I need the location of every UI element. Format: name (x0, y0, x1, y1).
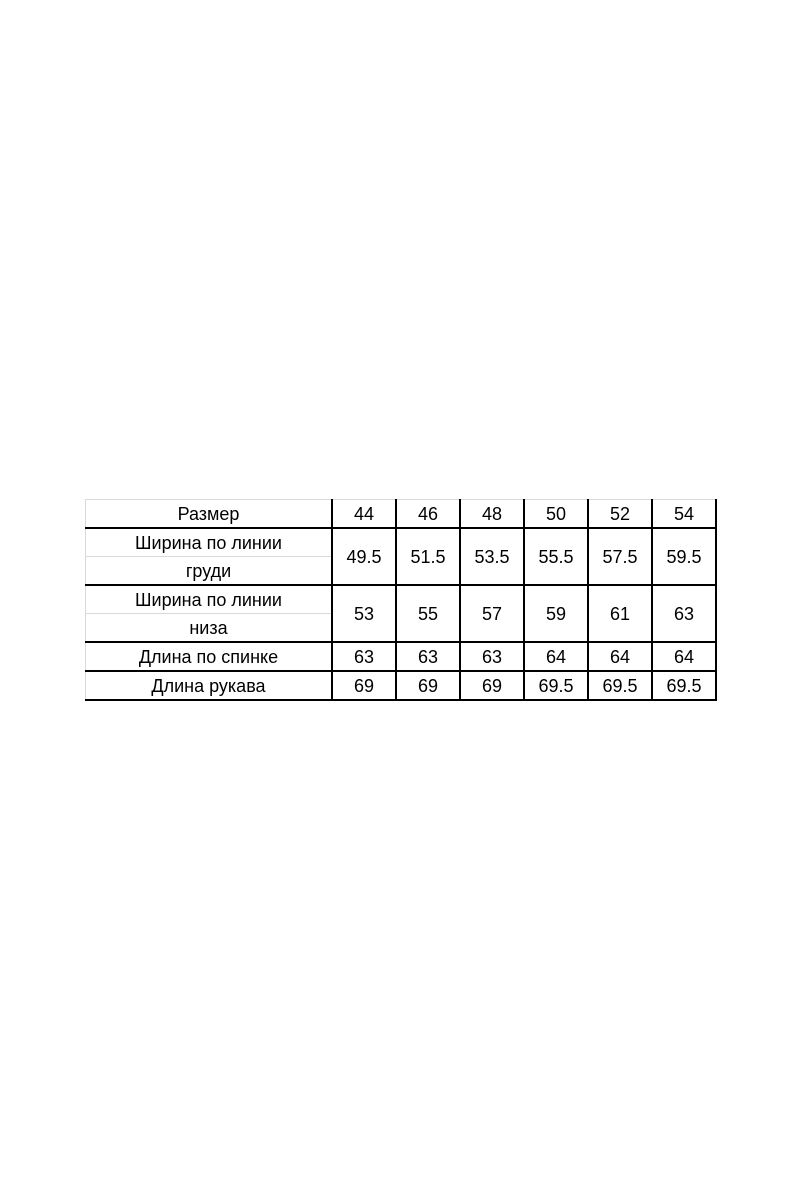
row-label-sleeve-length: Длина рукава (86, 671, 333, 700)
size-header-label: Размер (86, 500, 333, 529)
table-cell: 63 (396, 642, 460, 671)
table-cell: 55.5 (524, 528, 588, 585)
table-cell: 64 (652, 642, 716, 671)
table-row-chest-width (86, 528, 717, 585)
table-cell: 53 (332, 585, 396, 642)
size-header-cell: 54 (652, 500, 716, 529)
table-cell: 53.5 (460, 528, 524, 585)
table-cell: 59.5 (652, 528, 716, 585)
table-cell: 51.5 (396, 528, 460, 585)
row-label-line: груди (185, 560, 232, 581)
table-cell: 69.5 (652, 671, 716, 700)
table-cell: 59 (524, 585, 588, 642)
table-cell: 64 (524, 642, 588, 671)
row-label-line: Ширина по линии (86, 586, 331, 614)
row-label-line: низа (189, 617, 228, 638)
table-cell: 69.5 (588, 671, 652, 700)
row-label-chest-width (86, 528, 333, 585)
table-row-back-length (86, 642, 717, 671)
table-cell: 69.5 (524, 671, 588, 700)
table-cell: 63 (460, 642, 524, 671)
row-label-hem-width (86, 585, 333, 642)
row-label-back-length: Длина по спинке (86, 642, 333, 671)
table-cell: 49.5 (332, 528, 396, 585)
size-header-cell: 46 (396, 500, 460, 529)
table-cell: 63 (652, 585, 716, 642)
table-cell: 57.5 (588, 528, 652, 585)
size-header-cell: 44 (332, 500, 396, 529)
size-header-cell: 48 (460, 500, 524, 529)
table-cell: 63 (332, 642, 396, 671)
table-cell: 69 (460, 671, 524, 700)
size-header-cell: 52 (588, 500, 652, 529)
table-row-sleeve-length (86, 671, 717, 700)
table-header-row (86, 500, 717, 529)
size-chart-table (85, 499, 717, 701)
table-cell: 64 (588, 642, 652, 671)
table-cell: 69 (332, 671, 396, 700)
row-label-line: Ширина по линии (86, 529, 331, 557)
table-cell: 61 (588, 585, 652, 642)
table-row-hem-width (86, 585, 717, 642)
table-cell: 57 (460, 585, 524, 642)
size-header-cell: 50 (524, 500, 588, 529)
table-cell: 55 (396, 585, 460, 642)
table-cell: 69 (396, 671, 460, 700)
